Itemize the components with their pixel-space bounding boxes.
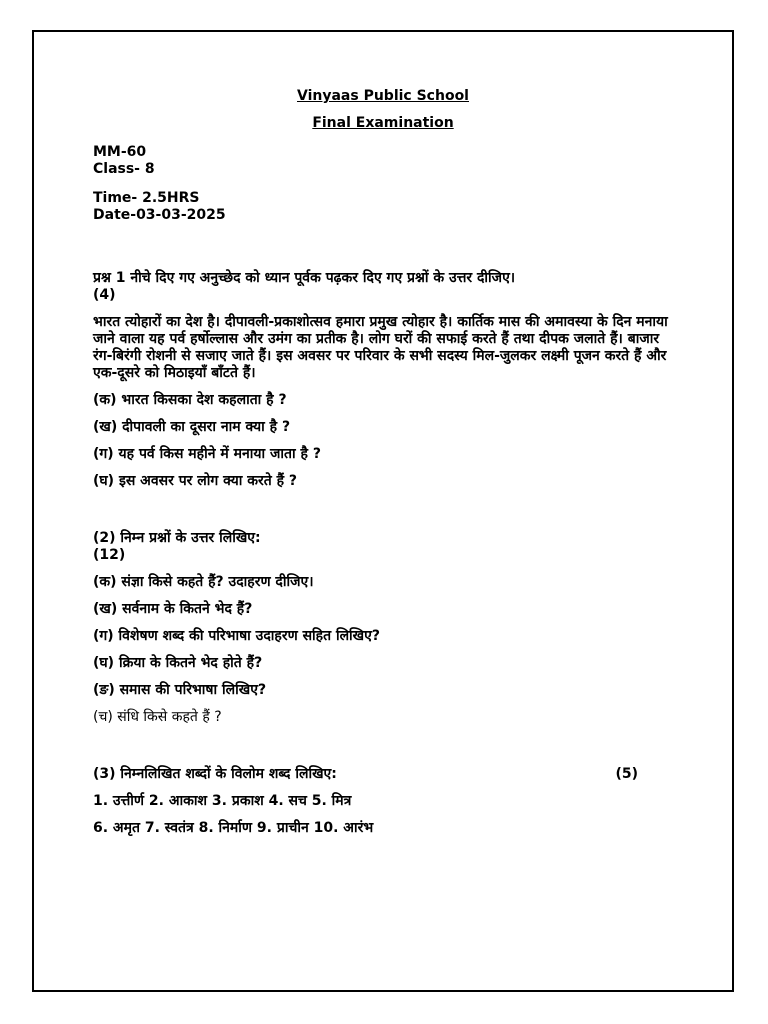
class-label: Class- 8: [93, 161, 155, 177]
question-2-prompt: (2) निम्न प्रश्नों के उत्तर लिखिए:: [93, 530, 261, 546]
meta-group-marks-class: [93, 144, 673, 178]
max-marks: MM-60: [93, 144, 147, 160]
question-1-passage: भारत त्योहारों का देश है। दीपावली-प्रकाशोत्सव हमारा प्रमुख त्योहार है। कार्तिक मास की अमावस्या के दिन मनाया जाने वाला यह पर्व हर्षोल्लास और उमंग का प्रतीक है। लोग घरों की सफाई करते हैं तथा दीपक जलाते हैं। बाजार रंग-बिरंगी रोशनी से सजाए जाते हैं। इस अवसर पर परिवार के सभी सदस्य मिल-जुलकर लक्ष्मी पूजन करते हैं और एक-दूसरे को मिठाइयाँ बाँटते हैं।: [93, 314, 668, 381]
question-1-sub-d: (घ) इस अवसर पर लोग क्या करते हैं ?: [93, 473, 297, 489]
date-label: Date-03-03-2025: [93, 207, 226, 223]
question-1-sub-b: (ख) दीपावली का दूसरा नाम क्या है ?: [93, 419, 291, 435]
question-2-marks: (12): [93, 547, 126, 563]
question-1-sub-a: (क) भारत किसका देश कहलाता है ?: [93, 392, 287, 408]
question-1: [93, 270, 673, 490]
question-3-words-row-2: 6. अमृत 7. स्वतंत्र 8. निर्माण 9. प्राचीन 10. आरंभ: [93, 820, 374, 836]
question-1-prompt: प्रश्न 1 नीचे दिए गए अनुच्छेद को ध्यान पूर्वक पढ़कर दिए गए प्रश्नों के उत्तर दीजिए।: [93, 270, 516, 286]
question-3-words-row-1: 1. उत्तीर्ण 2. आकाश 3. प्रकाश 4. सच 5. मित्र: [93, 793, 352, 809]
question-3-prompt: (3) निम्नलिखित शब्दों के विलोम शब्द लिखिए:: [93, 766, 337, 782]
question-2-sub-c: (ग) विशेषण शब्द की परिभाषा उदाहरण सहित लिखिए?: [93, 628, 381, 644]
spacer: [93, 736, 673, 766]
question-2: [93, 530, 673, 726]
time-label: Time- 2.5HRS: [93, 190, 200, 206]
meta-group-time-date: [93, 190, 673, 224]
question-3-marks: (5): [615, 766, 638, 782]
question-2-sub-d: (घ) क्रिया के कितने भेद होते हैं?: [93, 655, 263, 671]
exam-name: Final Examination: [312, 115, 454, 131]
question-2-sub-a: (क) संज्ञा किसे कहते हैं? उदाहरण दीजिए।: [93, 574, 314, 590]
question-1-sub-c: (ग) यह पर्व किस महीने में मनाया जाता है ?: [93, 446, 321, 462]
school-name: Vinyaas Public School: [297, 88, 469, 104]
question-3: [93, 766, 673, 837]
spacer: [93, 500, 673, 530]
spacer: [93, 236, 673, 270]
question-2-sub-b: (ख) सर्वनाम के कितने भेद हैं?: [93, 601, 253, 617]
question-2-sub-e: (ङ) समास की परिभाषा लिखिए?: [93, 682, 267, 698]
exam-paper: [93, 88, 673, 847]
question-2-sub-f: (च) संधि किसे कहते हैं ?: [93, 709, 222, 725]
question-3-header: [93, 766, 673, 783]
question-1-marks: (4): [93, 287, 116, 303]
